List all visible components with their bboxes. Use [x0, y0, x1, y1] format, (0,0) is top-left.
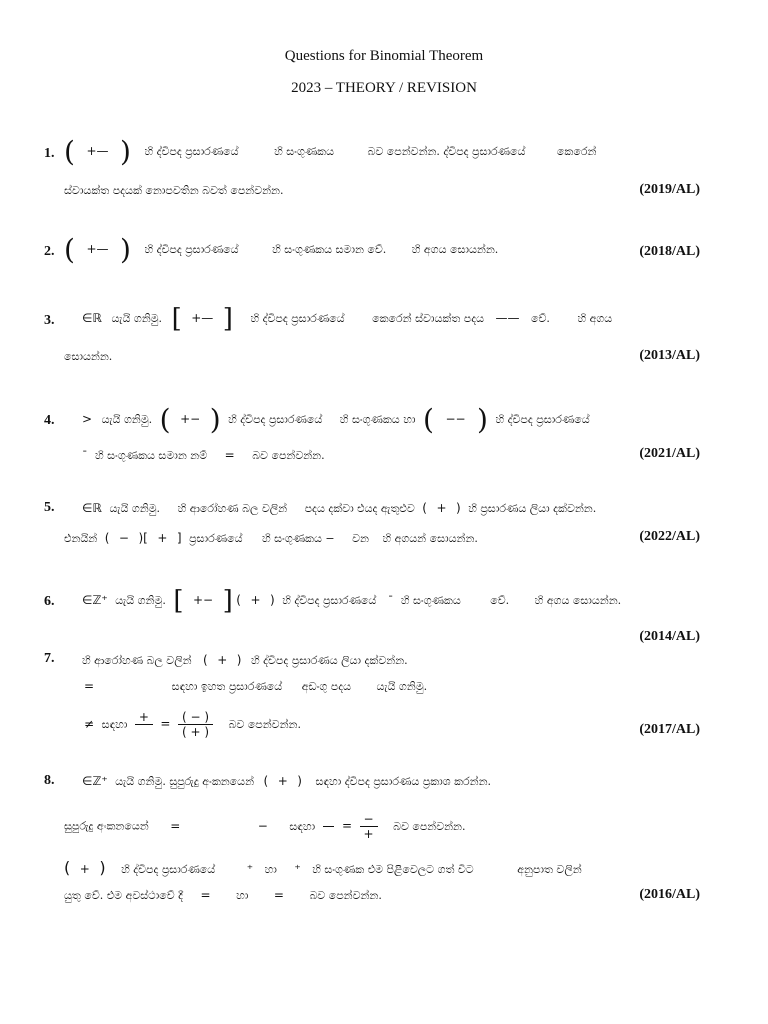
text: එනයින්	[64, 532, 98, 545]
math-expr: ⁺	[246, 862, 254, 876]
text: හි සංගුණකය	[274, 145, 335, 158]
math-expr: =	[160, 716, 171, 731]
math-expr: ∈ℤ⁺	[82, 593, 108, 607]
year-label: (2017/AL)	[639, 722, 700, 737]
math-expr: +−	[192, 593, 214, 607]
close-paren: )	[477, 403, 488, 436]
denominator: +	[363, 827, 374, 841]
open-bracket: [	[171, 304, 182, 334]
text: සඳහා ද්විපද ප්‍රසාරණය ප්‍රකාශ කරන්න.	[315, 775, 492, 788]
text: හි ආරෝහණ බල වලින්	[177, 502, 288, 515]
year-label: (2013/AL)	[639, 348, 700, 363]
text: හි අගය සොයන්න.	[534, 594, 622, 607]
question-number: 7.	[44, 651, 55, 666]
year-label: (2019/AL)	[639, 182, 700, 197]
text: හි සංගුණකය −	[261, 532, 335, 545]
text: හි සංගුණකය සමාන වේ.	[272, 243, 387, 256]
text: බව පෙන්වන්න.	[228, 717, 301, 731]
text: සුපුරුදු අංකනයෙන්	[64, 819, 149, 833]
text: හා	[264, 863, 277, 876]
math-expr: −	[118, 531, 129, 545]
year-label: (2018/AL)	[639, 244, 700, 259]
text: බව පෙන්වන්න.	[252, 449, 325, 462]
question-number: 2.	[44, 244, 55, 259]
question-number: 8.	[44, 773, 55, 788]
text: හි ද්විපද ප්‍රසාරණයේ	[495, 413, 590, 426]
year-label: (2014/AL)	[639, 629, 700, 644]
fraction	[135, 710, 153, 739]
math-expr: =	[170, 818, 181, 833]
text: යැයි ගනිමු.	[101, 413, 153, 426]
numerator	[323, 812, 335, 827]
text: බව පෙන්වන්න.	[309, 889, 382, 902]
text: කෙරෙන් ස්වායක්ත පදය	[372, 312, 485, 325]
numerator: −	[360, 812, 378, 827]
text: හි සංගුණකය	[400, 594, 461, 607]
question-number: 1.	[44, 146, 55, 161]
text: හි ද්විපද ප්‍රසාරණයේ	[121, 863, 216, 876]
question-number: 4.	[44, 413, 55, 428]
text: වේ.	[531, 312, 550, 325]
math-expr: =	[224, 448, 235, 462]
text: කෙරෙන්	[556, 145, 597, 158]
text: යැයි ගනිමු.	[376, 680, 428, 693]
math-expr: +—	[86, 144, 109, 158]
question-line	[64, 403, 590, 436]
question-line: එනයින් ( − )[ + ] ප්‍රසාරණයේ හි සංගුණකය − වන හි අගයන් සොයන්න.	[64, 531, 478, 545]
math-expr: +	[190, 725, 201, 739]
math-expr: +	[157, 531, 168, 545]
text: හි ද්විපද ප්‍රසාරණයේ	[144, 243, 239, 256]
question-line: ∈ℤ⁺ යැයි ගනිමු. [ +− ] ( + ) හි ද්විපද ප්‍රසාරණයේ ¯ හි සංගුණකය වේ. හි අගය සොයන්න.	[82, 586, 622, 616]
text: යුතු වේ. එම අවස්ථාවේ දී	[64, 889, 184, 902]
question-line: හි ආරෝහණ බල වලින් ( + ) හි ද්විපද ප්‍රසාරණය ලියා දක්වන්න.	[82, 653, 408, 667]
math-expr: +	[217, 653, 228, 667]
question-line: ( + ) හි ද්විපද ප්‍රසාරණයේ ⁺ හා ⁺ හි සංගුණක එම පිළිවෙලට ගත් විට අනුපාත වලින්	[64, 858, 582, 877]
close-paren: )	[209, 403, 221, 436]
math-expr: ¯	[82, 449, 88, 462]
text: යැයි ගනිමු. සුපුරුදු අංකනයෙන්	[115, 775, 255, 788]
year-label: (2022/AL)	[639, 529, 700, 544]
math-expr: =	[84, 679, 95, 693]
question-line	[64, 812, 466, 841]
math-expr: +	[79, 862, 90, 876]
math-expr: ——	[495, 311, 520, 325]
math-expr: ¯	[387, 594, 394, 607]
question-line	[64, 233, 499, 266]
open-paren: (	[64, 135, 75, 168]
math-expr: +—	[191, 311, 214, 325]
math-expr: −−	[445, 412, 466, 426]
denominator	[323, 827, 335, 841]
page-subtitle: 2023 – THEORY / REVISION	[291, 80, 477, 96]
math-expr: =	[273, 888, 284, 902]
question-line: ∈ℝ යැයි ගනිමු. හි ආරෝහණ බල වලින් පදය දක්වා එයද ඇතුළුව ( + ) හි ප්‍රසාරණය ලියා දක්වන්න.	[82, 501, 597, 515]
denominator	[135, 725, 153, 739]
close-paren: )	[120, 233, 131, 266]
fraction	[323, 812, 335, 841]
math-expr: ∈ℤ⁺	[82, 774, 108, 788]
math-expr: ∈ℝ	[82, 501, 102, 515]
text: බව පෙන්වන්න.	[393, 819, 466, 833]
question-line	[64, 448, 325, 463]
math-expr: ∈ℝ	[82, 311, 102, 325]
math-expr: =	[200, 888, 211, 902]
text: ප්‍රසාරණයේ	[189, 532, 243, 545]
math-expr: ≠	[84, 716, 95, 731]
text: හි ද්විපද ප්‍රසාරණයේ	[282, 594, 377, 607]
page-title: Questions for Binomial Theorem	[284, 48, 484, 64]
text: හි අගය සොයන්න.	[411, 243, 499, 256]
text: හා	[236, 889, 249, 902]
close-bracket: ]	[222, 304, 233, 334]
text: හි ද්විපද ප්‍රසාරණය ලියා දක්වන්න.	[250, 654, 408, 667]
fraction	[360, 812, 378, 841]
question-number: 6.	[44, 594, 55, 609]
year-label: (2016/AL)	[639, 887, 700, 902]
math-expr: >	[82, 412, 93, 426]
math-expr: +	[250, 593, 261, 607]
text: හි අගය	[577, 312, 613, 325]
question-number: 3.	[44, 313, 55, 328]
text: සඳහා	[289, 819, 316, 833]
text: හි ද්විපද ප්‍රසාරණයේ	[250, 312, 345, 325]
open-paren: (	[423, 403, 434, 436]
text: අනුපාත වලින්	[517, 863, 582, 876]
text: හි ද්විපද ප්‍රසාරණයේ	[228, 413, 323, 426]
text: පදය දක්වා එයද ඇතුළුව	[304, 502, 415, 515]
question-line	[64, 306, 612, 332]
question-line	[64, 710, 301, 739]
question-line	[64, 888, 382, 903]
numerator: +	[135, 710, 153, 725]
math-expr: +	[436, 501, 447, 515]
numerator: ( − )	[178, 710, 213, 725]
math-expr: −	[257, 818, 268, 833]
math-expr: =	[341, 818, 353, 833]
text: හි සංගුණකය සමාන නම්	[95, 449, 208, 462]
year-label: (2021/AL)	[639, 446, 700, 461]
text: හි ද්විපද ප්‍රසාරණයේ	[144, 145, 239, 158]
math-expr: +	[277, 774, 288, 788]
denominator: ( + )	[181, 725, 210, 739]
math-expr: +−	[180, 412, 201, 426]
text: අඩංගු පදය	[301, 680, 352, 693]
open-paren: (	[159, 403, 171, 436]
question-line: ස්වායක්ත පදයක් නොපවතින බවත් පෙන්වන්න.	[64, 184, 284, 197]
text: හි ප්‍රසාරණය ලියා දක්වන්න.	[468, 502, 597, 515]
question-line	[64, 135, 597, 168]
text: හි සංගුණකය හා	[339, 413, 416, 426]
close-paren: )	[120, 135, 131, 168]
text: හි අගයන් සොයන්න.	[382, 532, 478, 545]
question-number: 5.	[44, 500, 55, 515]
text: වන	[352, 532, 369, 545]
question-line: ∈ℤ⁺ යැයි ගනිමු. සුපුරුදු අංකනයෙන් ( + ) සඳහා ද්විපද ප්‍රසාරණය ප්‍රකාශ කරන්න.	[82, 774, 492, 788]
math-expr: ⁺	[294, 862, 301, 876]
text: බව පෙන්වන්න. ද්විපද ප්‍රසාරණයේ	[367, 145, 526, 158]
text: හි සංගුණක එම පිළිවෙලට ගත් විට	[312, 863, 474, 876]
open-paren: (	[64, 233, 75, 266]
question-line	[64, 679, 427, 694]
math-expr: −	[190, 710, 201, 724]
text: සඳහා ඉහත ප්‍රසාරණයේ	[171, 680, 283, 693]
math-expr: +—	[86, 242, 109, 256]
text: යැයි ගනිමු.	[109, 502, 161, 515]
text: වේ.	[490, 594, 510, 607]
text: යැයි ගනිමු.	[115, 594, 166, 607]
text: යැයි ගනිමු.	[111, 312, 163, 325]
text: සඳහා	[101, 717, 128, 731]
fraction	[178, 710, 213, 739]
text: හි ආරෝහණ බල වලින්	[82, 654, 192, 667]
question-line: සොයන්න.	[64, 350, 113, 363]
